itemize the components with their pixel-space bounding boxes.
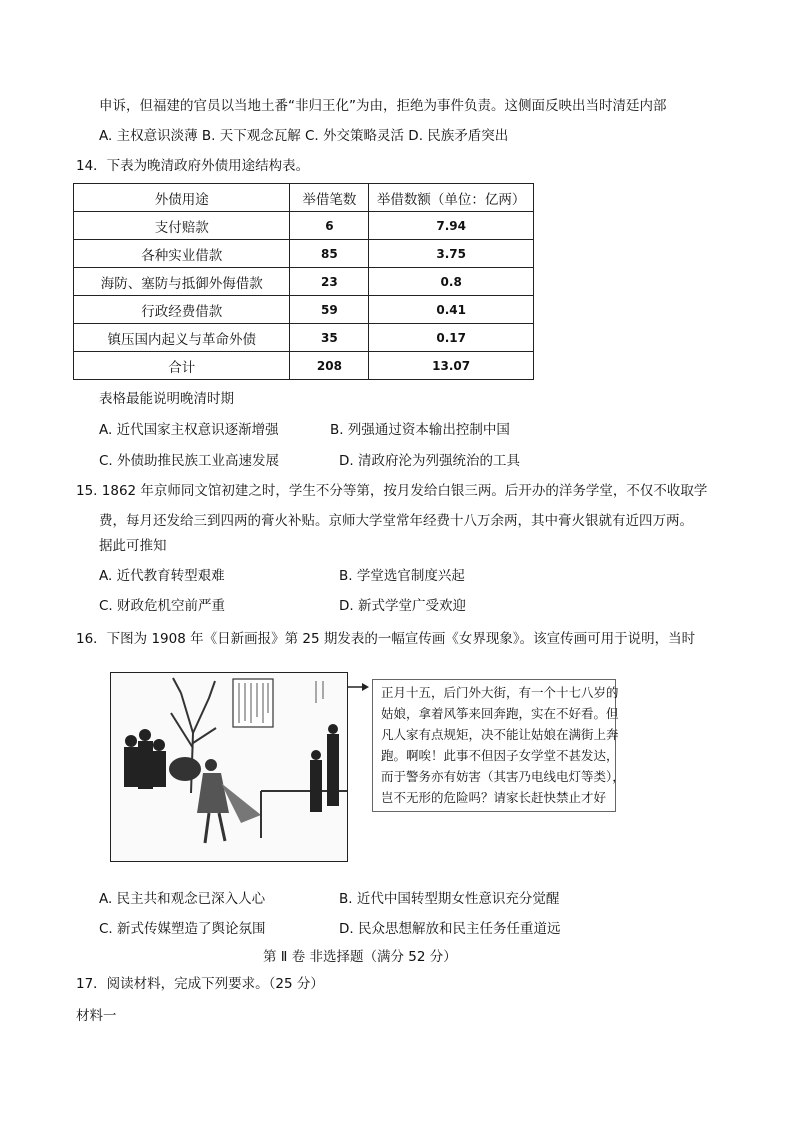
table-cell: 0.41 [369, 296, 534, 324]
q17-stem: 17．阅读材料，完成下列要求。（25 分） [76, 976, 324, 992]
caption-line: 跑。啊唉！此事不但因子女学堂不甚发达， [381, 748, 619, 763]
q15-option-d: D. 新式学堂广受欢迎 [339, 598, 466, 614]
table-cell: 0.17 [369, 324, 534, 352]
q14-option-c: C. 外债助推民族工业高速发展 [99, 453, 280, 469]
table-cell: 海防、塞防与抵御外侮借款 [74, 268, 290, 296]
table-cell: 23 [290, 268, 369, 296]
q16-stem: 16．下图为 1908 年《日新画报》第 25 期发表的一幅宣传画《女界现象》。该宣传画可用于说明，当时 [76, 631, 696, 647]
q15-line-3: 据此可推知 [99, 538, 167, 554]
section-2-heading: 第 Ⅱ 卷 非选择题（满分 52 分） [263, 949, 457, 965]
q16-option-b: B. 近代中国转型期女性意识充分觉醒 [339, 891, 560, 907]
caption-line: 姑娘，拿着风筝来回奔跑，实在不好看。但 [381, 706, 619, 721]
table-row [74, 212, 534, 240]
table-row-total [74, 352, 534, 380]
q14-stem: 14．下表为晚清政府外债用途结构表。 [76, 158, 310, 174]
q14-option-a: A. 近代国家主权意识逐渐增强 [99, 422, 279, 438]
table-header: 举借笔数 [290, 184, 369, 212]
q14-option-b: B. 列强通过资本输出控制中国 [330, 422, 510, 438]
table-cell: 208 [290, 352, 369, 380]
q15-option-c: C. 财政危机空前严重 [99, 598, 226, 614]
illustration-caption-box [372, 679, 625, 812]
q17-material-label: 材料一 [76, 1008, 117, 1024]
table-cell: 镇压国内起义与革命外债 [74, 324, 290, 352]
q15-option-b: B. 学堂选官制度兴起 [339, 568, 465, 584]
q15-line-1: 15. 1862 年京师同文馆初建之时，学生不分等第，按月发给白银三两。后开办的洋务学堂，不仅不收取学 [76, 483, 708, 499]
caption-line: 正月十五，后门外大街，有一个十七八岁的 [381, 685, 619, 700]
caption-line: 而于警务亦有妨害（其害乃电线电灯等类）， [381, 769, 625, 784]
table-cell: 7.94 [369, 212, 534, 240]
table-row [74, 324, 534, 352]
table-row [74, 240, 534, 268]
table-cell: 35 [290, 324, 369, 352]
q15-option-a: A. 近代教育转型艰难 [99, 568, 225, 584]
illustration-drawing [111, 673, 347, 861]
caption-line: 凡人家有点规矩，决不能让姑娘在满街上奔 [381, 727, 619, 742]
debt-table [73, 183, 534, 380]
table-cell: 13.07 [369, 352, 534, 380]
table-header-row [74, 184, 534, 212]
q16-option-a: A. 民主共和观念已深入人心 [99, 891, 266, 907]
arrow-icon [348, 682, 370, 692]
table-cell: 6 [290, 212, 369, 240]
table-row [74, 268, 534, 296]
q14-prompt: 表格最能说明晚清时期 [99, 391, 234, 407]
propaganda-illustration [110, 672, 348, 862]
q16-option-d: D. 民众思想解放和民主任务任重道远 [339, 921, 561, 937]
table-header: 外债用途 [74, 184, 290, 212]
table-cell: 85 [290, 240, 369, 268]
q13-continuation: 申诉，但福建的官员以当地土番“非归王化”为由，拒绝为事件负责。这侧面反映出当时清廷内部 [99, 98, 667, 114]
q14-option-d: D. 清政府沦为列强统治的工具 [339, 453, 520, 469]
table-cell: 支付赔款 [74, 212, 290, 240]
table-cell: 合计 [74, 352, 290, 380]
table-cell: 各种实业借款 [74, 240, 290, 268]
table-header: 举借数额（单位：亿两） [369, 184, 534, 212]
table-cell: 0.8 [369, 268, 534, 296]
q16-option-c: C. 新式传媒塑造了舆论氛围 [99, 921, 266, 937]
table-cell: 59 [290, 296, 369, 324]
q15-line-2: 费，每月还发给三到四两的膏火补贴。京师大学堂常年经费十八万余两，其中膏火银就有近四万两。 [99, 513, 693, 529]
caption-line: 岂不无形的危险吗？请家长赶快禁止才好 [381, 790, 607, 805]
table-cell: 行政经费借款 [74, 296, 290, 324]
q13-options: A. 主权意识淡薄 B. 天下观念瓦解 C. 外交策略灵活 D. 民族矛盾突出 [99, 128, 509, 144]
table-row [74, 296, 534, 324]
table-cell: 3.75 [369, 240, 534, 268]
